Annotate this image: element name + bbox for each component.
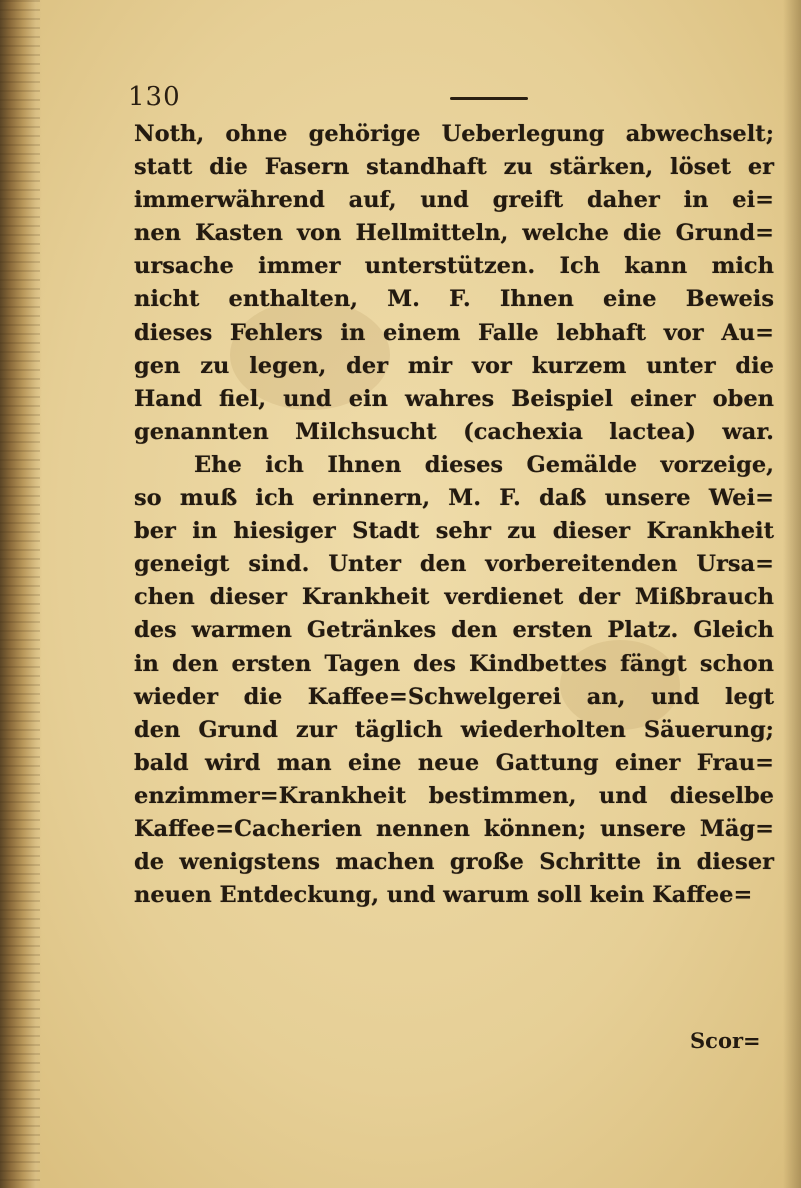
text-line: statt die Fasern standhaft zu stärken, löset er	[134, 154, 774, 181]
text-line: so muß ich erinnern, M. F. daß unsere Wei=	[134, 485, 774, 512]
body-text	[134, 118, 774, 912]
text-line: genannten Milchsucht (cachexia lactea) war.	[134, 418, 774, 445]
text-line: geneigt sind. Unter den vorbereitenden Ursa=	[134, 551, 774, 578]
text-line: nicht enthalten, M. F. Ihnen eine Beweis	[134, 286, 774, 313]
page-number: 130	[128, 82, 181, 112]
header-rule	[450, 97, 528, 100]
catchword: Scor=	[690, 1028, 761, 1053]
text-line: Ehe ich Ihnen dieses Gemälde vorzeige,	[194, 451, 774, 478]
text-line: bald wird man eine neue Gattung einer Frau=	[134, 749, 774, 776]
text-line: den Grund zur täglich wiederholten Säuerung;	[134, 716, 774, 743]
text-line: ber in hiesiger Stadt sehr zu dieser Krankheit	[134, 518, 774, 545]
text-line: enzimmer=Krankheit bestimmen, und dieselbe	[134, 782, 774, 809]
text-line: wieder die Kaffee=Schwelgerei an, und legt	[134, 683, 774, 710]
text-line: Hand fiel, und ein wahres Beispiel einer oben	[134, 385, 774, 412]
text-line: ursache immer unterstützen. Ich kann mich	[134, 253, 774, 280]
page-edge-shadow	[783, 0, 801, 1188]
text-line: in den ersten Tagen des Kindbettes fängt schon	[134, 650, 774, 677]
text-line: dieses Fehlers in einem Falle lebhaft vor Au=	[134, 319, 774, 346]
text-line: de wenigstens machen große Schritte in dieser	[134, 849, 774, 876]
text-line: chen dieser Krankheit verdienet der Mißbrauch	[134, 584, 774, 611]
text-line: immerwährend auf, und greift daher in ei=	[134, 187, 774, 214]
text-line: nen Kasten von Hellmitteln, welche die Grund=	[134, 220, 774, 247]
text-line: des warmen Getränkes den ersten Platz. Gleich	[134, 617, 774, 644]
spine-texture	[0, 0, 40, 1188]
text-line: Noth, ohne gehörige Ueberlegung abwechselt;	[134, 121, 774, 147]
text-line: gen zu legen, der mir vor kurzem unter die	[134, 352, 774, 379]
text-line: Kaffee=Cacherien nennen können; unsere Mäg=	[134, 815, 774, 842]
text-line: neuen Entdeckung, und warum soll kein Kaffee=	[134, 882, 753, 909]
